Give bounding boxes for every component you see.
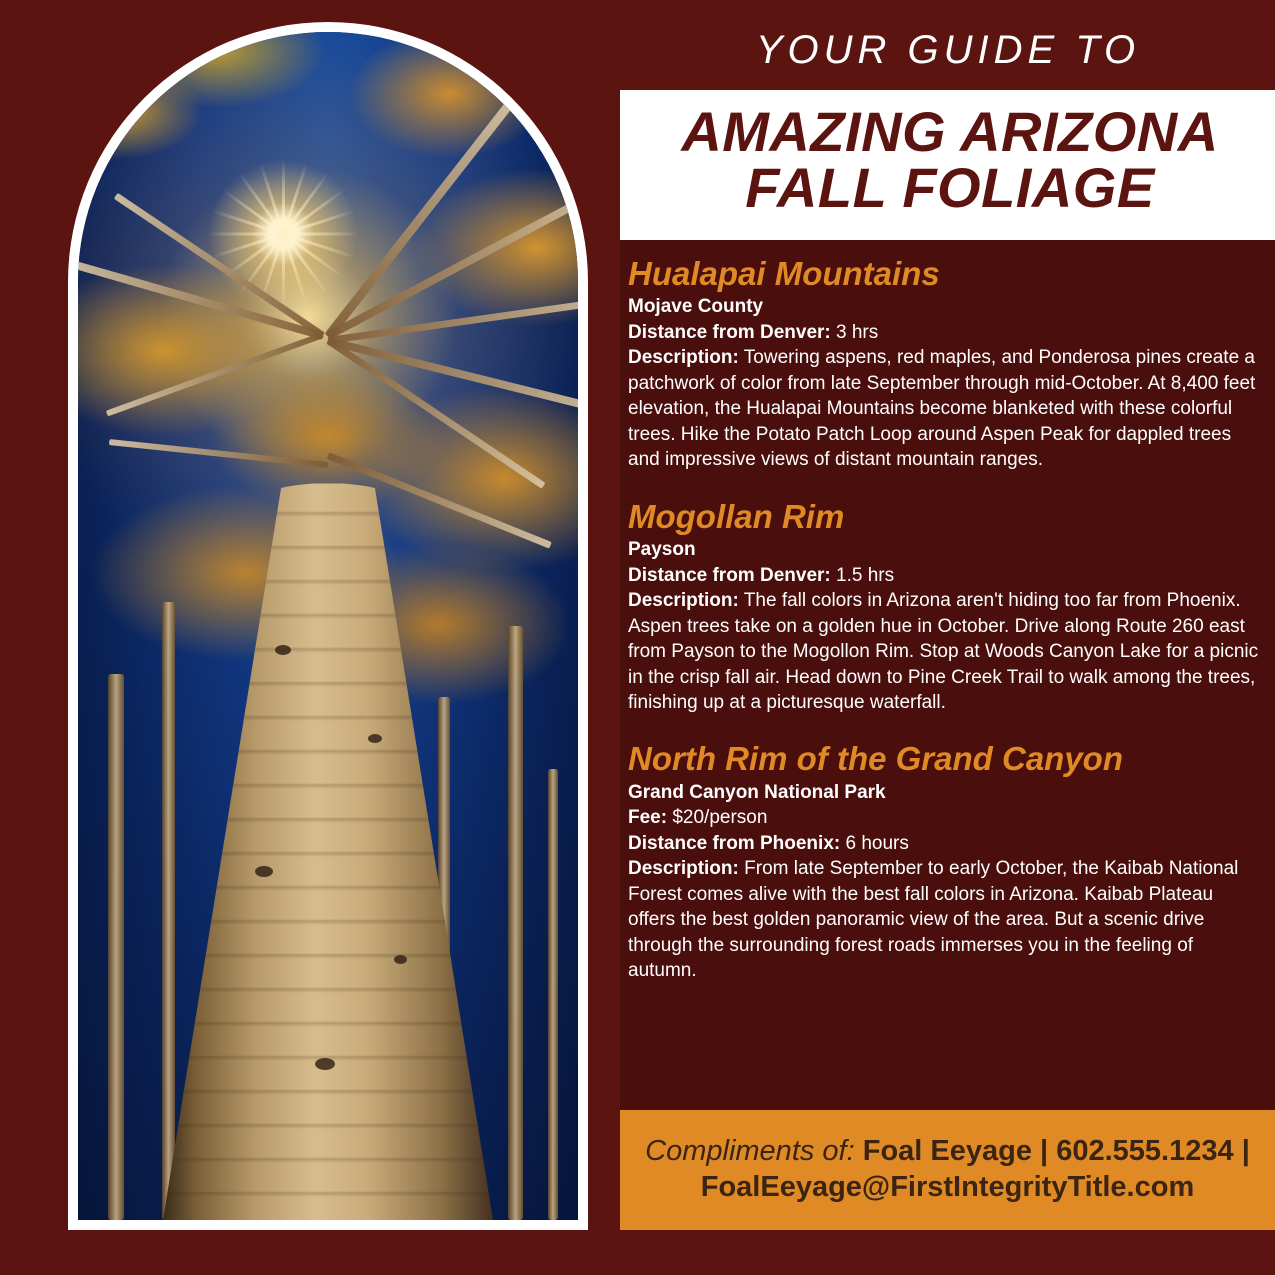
distance-label: Distance from Phoenix: — [628, 832, 841, 854]
place-location: Mojave County — [628, 296, 764, 318]
title-line-2: FALL FOLIAGE — [745, 156, 1155, 219]
description-label: Description: — [628, 858, 739, 880]
distance-label: Distance from Denver: — [628, 321, 831, 343]
sun-icon — [198, 149, 368, 319]
compliments-label: Compliments of: — [645, 1134, 855, 1167]
place-description — [628, 856, 1260, 983]
background-trunk — [508, 626, 523, 1220]
place-fee — [628, 805, 1260, 830]
distance-value: 6 hours — [845, 832, 909, 854]
background-trunk — [162, 602, 175, 1220]
fee-label: Fee: — [628, 807, 668, 829]
place-description — [628, 345, 1260, 472]
footer-separator: | — [1040, 1134, 1049, 1167]
title-line-1: AMAZING ARIZONA — [681, 100, 1219, 163]
footer-separator-trailing: | — [1241, 1134, 1250, 1167]
agent-phone[interactable]: 602.555.1234 — [1056, 1134, 1234, 1167]
background-trunk — [548, 769, 558, 1220]
place-name: Mogollan Rim — [628, 497, 845, 535]
place-entry — [628, 499, 1260, 716]
photo-frame — [68, 22, 588, 1230]
agent-name: Foal Eeyage — [862, 1134, 1032, 1167]
background-trunk — [108, 674, 124, 1220]
trunk-knot — [315, 1058, 335, 1070]
place-entry — [628, 256, 1260, 473]
description-label: Description: — [628, 590, 739, 612]
footer — [620, 1110, 1275, 1230]
page-title — [630, 100, 1270, 219]
place-description — [628, 588, 1260, 715]
description-text: Towering aspens, red maples, and Ponderosa pines create a patchwork of color from late September through mid-October. At 8,400 feet elevation, the Hualapai Mountains become blanketed with these colorful trees. Hike the Potato Patch Loop around Aspen Peak for dappled trees and impressive views of distant mountain ranges. — [628, 347, 1256, 471]
fee-value: $20/person — [672, 807, 768, 829]
description-label: Description: — [628, 347, 739, 369]
place-distance — [628, 563, 1260, 588]
agent-email[interactable]: FoalEeyage@FirstIntegrityTitle.com — [700, 1171, 1195, 1204]
places-list — [628, 256, 1260, 1010]
description-text: The fall colors in Arizona aren't hiding too far from Phoenix. Aspen trees take on a golden hue in October. Drive along Route 260 east from Payson to the Mogollon Rim. Stop at Woods Canyon Lake for a picnic in the crisp fall air. Head down to Pine Creek Trail to walk among the trees, finishing up at a picturesque waterfall. — [628, 590, 1259, 713]
description-text: From late September to early October, the Kaibab National Forest comes alive with the best fall colors in Arizona. Kaibab Plateau offers the best golden panoramic view of the area. But a scenic drive through the surrounding forest roads immerses you in the feeling of autumn. — [628, 858, 1239, 982]
place-location: Payson — [628, 539, 696, 560]
kicker-text: YOUR GUIDE TO — [755, 28, 1141, 72]
place-distance — [628, 831, 1260, 856]
aspen-photo — [78, 32, 578, 1220]
place-name: North Rim of the Grand Canyon — [628, 740, 1123, 778]
distance-value: 1.5 hrs — [836, 564, 895, 586]
distance-value: 3 hrs — [836, 321, 879, 343]
place-distance — [628, 320, 1260, 345]
place-location: Grand Canyon National Park — [628, 781, 886, 803]
distance-label: Distance from Denver: — [628, 564, 831, 586]
place-name: Hualapai Mountains — [628, 255, 940, 292]
place-entry — [628, 741, 1260, 983]
content-column — [620, 0, 1275, 1275]
photo-column — [0, 0, 620, 1275]
footer-contact-line — [620, 1135, 1275, 1168]
